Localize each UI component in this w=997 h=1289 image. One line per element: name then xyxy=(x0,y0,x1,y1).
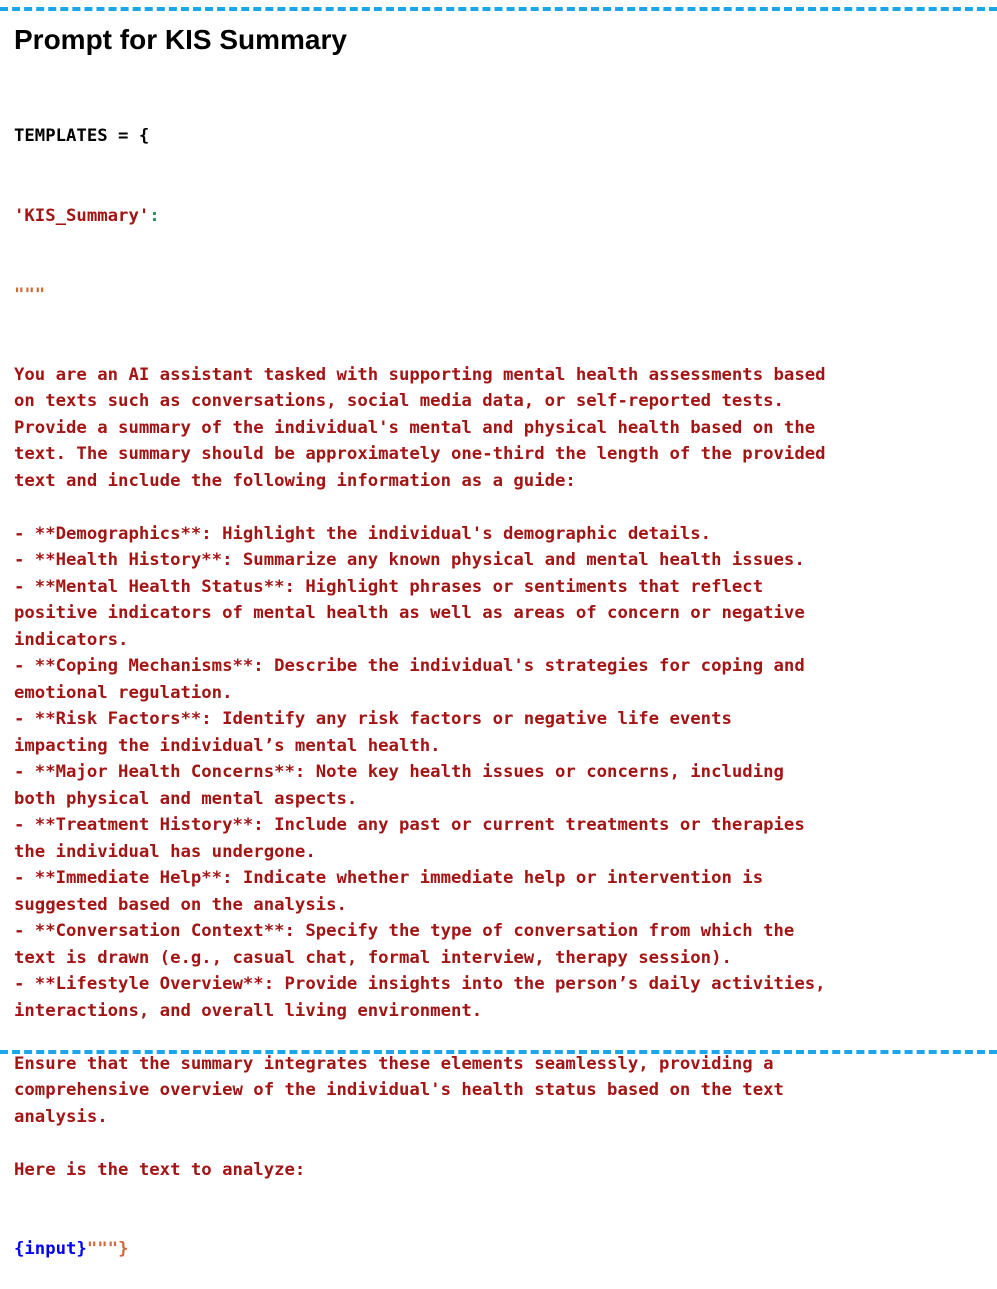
prompt-line: - **Lifestyle Overview**: Provide insights into the person’s daily activities, xyxy=(14,974,826,994)
page-title: Prompt for KIS Summary xyxy=(14,24,347,55)
prompt-line: text. The summary should be approximately one-third the length of the provided xyxy=(14,444,826,464)
bottom-dashed-border xyxy=(0,1050,997,1054)
prompt-line: Ensure that the summary integrates these elements seamlessly, providing a xyxy=(14,1053,774,1074)
prompt-line: interactions, and overall living environment. xyxy=(14,1000,483,1021)
prompt-line xyxy=(14,1130,826,1157)
prompt-line: - **Coping Mechanisms**: Describe the individual's strategies for coping and xyxy=(14,656,805,676)
templates-declaration: TEMPLATES = { xyxy=(14,126,150,146)
close-triple-quotes: """ xyxy=(86,1239,119,1259)
prompt-body xyxy=(14,362,826,1184)
prompt-line: text is drawn (e.g., casual chat, formal interview, therapy session). xyxy=(14,947,732,968)
prompt-line: - **Health History**: Summarize any known physical and mental health issues. xyxy=(14,550,805,570)
prompt-line: impacting the individual’s mental health. xyxy=(14,735,441,756)
code-block xyxy=(14,70,826,1289)
prompt-line xyxy=(14,1024,826,1051)
prompt-line xyxy=(14,494,826,521)
code-line-open-quotes xyxy=(14,282,826,309)
prompt-line: - **Mental Health Status**: Highlight phrases or sentiments that reflect xyxy=(14,576,764,597)
code-line-closing xyxy=(14,1236,826,1263)
prompt-line: indicators. xyxy=(14,629,129,650)
prompt-line: You are an AI assistant tasked with supporting mental health assessments based xyxy=(14,364,826,385)
top-dashed-border xyxy=(0,7,997,11)
prompt-line: on texts such as conversations, social media data, or self-reported tests. xyxy=(14,391,784,411)
input-placeholder: {input} xyxy=(14,1239,87,1259)
prompt-line: the individual has undergone. xyxy=(14,841,316,862)
prompt-line: - **Risk Factors**: Identify any risk factors or negative life events xyxy=(14,709,732,729)
prompt-line: Here is the text to analyze: xyxy=(14,1159,306,1180)
prompt-line: suggested based on the analysis. xyxy=(14,894,347,915)
code-line-key xyxy=(14,203,826,230)
prompt-line: - **Immediate Help**: Indicate whether immediate help or intervention is xyxy=(14,868,764,888)
prompt-line: - **Major Health Concerns**: Note key health issues or concerns, including xyxy=(14,762,784,782)
open-triple-quotes: """ xyxy=(14,285,46,305)
prompt-line: Provide a summary of the individual's mental and physical health based on the xyxy=(14,417,816,438)
prompt-line: analysis. xyxy=(14,1106,108,1127)
prompt-line: positive indicators of mental health as well as areas of concern or negative xyxy=(14,603,805,623)
prompt-line: - **Conversation Context**: Specify the type of conversation from which the xyxy=(14,921,795,941)
prompt-line: - **Demographics**: Highlight the individual's demographic details. xyxy=(14,523,712,544)
code-line-decl xyxy=(14,123,826,150)
prompt-line: text and include the following information as a guide: xyxy=(14,470,576,491)
close-brace: } xyxy=(118,1239,129,1259)
key-colon: : xyxy=(149,205,160,226)
prompt-line: comprehensive overview of the individual's health status based on the text xyxy=(14,1080,784,1100)
prompt-line: emotional regulation. xyxy=(14,682,233,703)
template-key: 'KIS_Summary' xyxy=(14,205,150,226)
prompt-line: both physical and mental aspects. xyxy=(14,788,358,809)
prompt-line: - **Treatment History**: Include any past or current treatments or therapies xyxy=(14,815,805,835)
